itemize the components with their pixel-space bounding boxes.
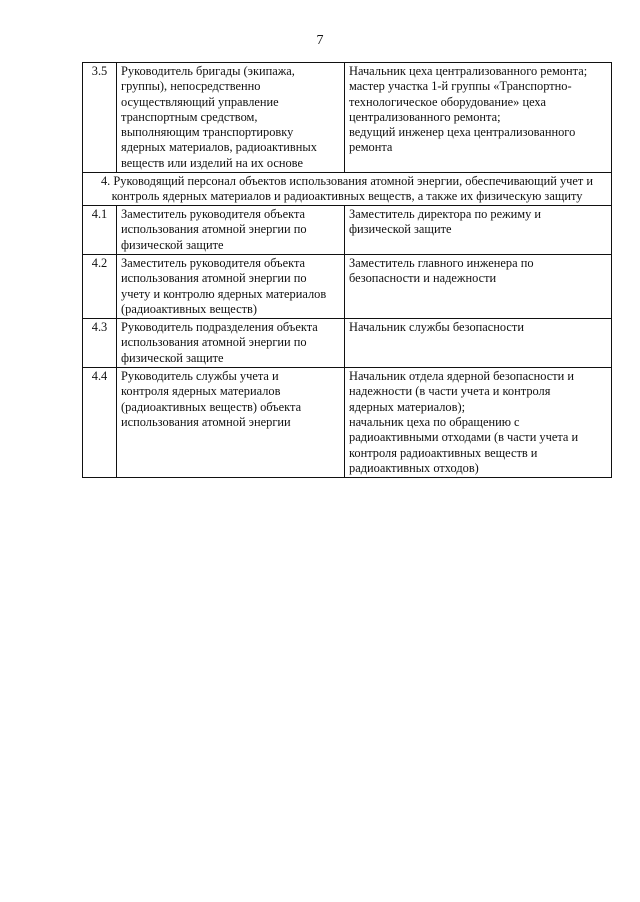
table-row	[83, 63, 612, 173]
table-row	[83, 319, 612, 368]
text-line: Руководитель службы учета и	[121, 369, 279, 384]
text-line: контроля ядерных материалов	[121, 384, 281, 399]
official-cell	[345, 319, 612, 368]
text-line: Начальник цеха централизованного ремонта;	[349, 64, 588, 78]
text-line: (радиоактивных веществ)	[121, 301, 257, 316]
section-heading	[83, 173, 612, 206]
text-line: ремонта	[349, 140, 393, 155]
row-number: 4.1	[83, 206, 117, 255]
text-line: физической защите	[121, 350, 224, 365]
text-line: централизованного ремонта;	[349, 109, 501, 124]
text-line: технологическое оборудование» цеха	[349, 94, 546, 109]
position-cell	[117, 368, 345, 478]
text-line: начальник цеха по обращению с	[349, 414, 520, 429]
text-line: радиоактивных отходов)	[349, 460, 479, 475]
text-line: использования атомной энергии по	[121, 335, 307, 350]
position-cell	[117, 254, 345, 318]
page-number: 7	[316, 33, 324, 48]
text-line: контроль ядерных материалов и радиоактивных веществ, а также их физическую защиту	[111, 189, 583, 204]
text-line: Заместитель директора по режиму и	[349, 207, 542, 222]
text-line: физической защите	[121, 237, 224, 252]
text-line: (радиоактивных веществ) объекта	[121, 399, 302, 414]
row-number: 4.4	[83, 368, 117, 478]
row-number: 4.2	[83, 254, 117, 318]
text-line: использования атомной энергии	[121, 414, 291, 429]
text-line: ядерных материалов);	[349, 399, 466, 414]
text-line: ведущий инженер цеха централизованного	[349, 125, 576, 140]
text-line: учету и контролю ядерных материалов	[121, 286, 327, 301]
text-line: Заместитель руководителя объекта	[121, 255, 306, 270]
text-line: Руководитель подразделения объекта	[121, 320, 318, 335]
position-cell	[117, 319, 345, 368]
text-line: радиоактивными отходами (в части учета и	[349, 430, 579, 445]
text-line: контроля радиоактивных веществ и	[349, 445, 538, 460]
official-cell	[345, 368, 612, 478]
text-line: использования атомной энергии по	[121, 271, 307, 286]
text-line: Начальник службы безопасности	[349, 320, 524, 335]
text-line: транспортным средством,	[121, 109, 258, 124]
text-line: использования атомной энергии по	[121, 222, 307, 237]
text-line: надежности (в части учета и контроля	[349, 384, 551, 399]
table-row	[83, 206, 612, 255]
official-cell	[345, 254, 612, 318]
text-line: Начальник отдела ядерной безопасности и	[349, 369, 574, 384]
text-line: Заместитель главного инженера по	[349, 255, 534, 270]
text-line: безопасности и надежности	[349, 271, 497, 286]
official-cell	[345, 206, 612, 255]
text-line: ядерных материалов, радиоактивных	[121, 140, 317, 155]
official-cell	[345, 63, 612, 173]
table-row	[83, 368, 612, 478]
text-line: мастер участка 1-й группы «Транспортно-	[349, 79, 572, 94]
position-cell	[117, 63, 345, 173]
text-line: физической защите	[349, 222, 452, 237]
position-cell	[117, 206, 345, 255]
text-line: веществ или изделий на их основе	[121, 155, 303, 170]
text-line: выполняющим транспортировку	[121, 125, 294, 140]
row-number: 4.3	[83, 319, 117, 368]
text-line: осуществляющий управление	[121, 94, 279, 109]
text-line: группы), непосредственно	[121, 79, 261, 94]
positions-table	[82, 62, 612, 478]
text-line: 4. Руководящий персонал объектов использования атомной энергии, обеспечивающий учет и	[100, 174, 594, 189]
table-row	[83, 254, 612, 318]
section-heading-row	[83, 173, 612, 206]
row-number: 3.5	[83, 63, 117, 173]
text-line: Руководитель бригады (экипажа,	[121, 64, 295, 78]
text-line: Заместитель руководителя объекта	[121, 207, 306, 222]
